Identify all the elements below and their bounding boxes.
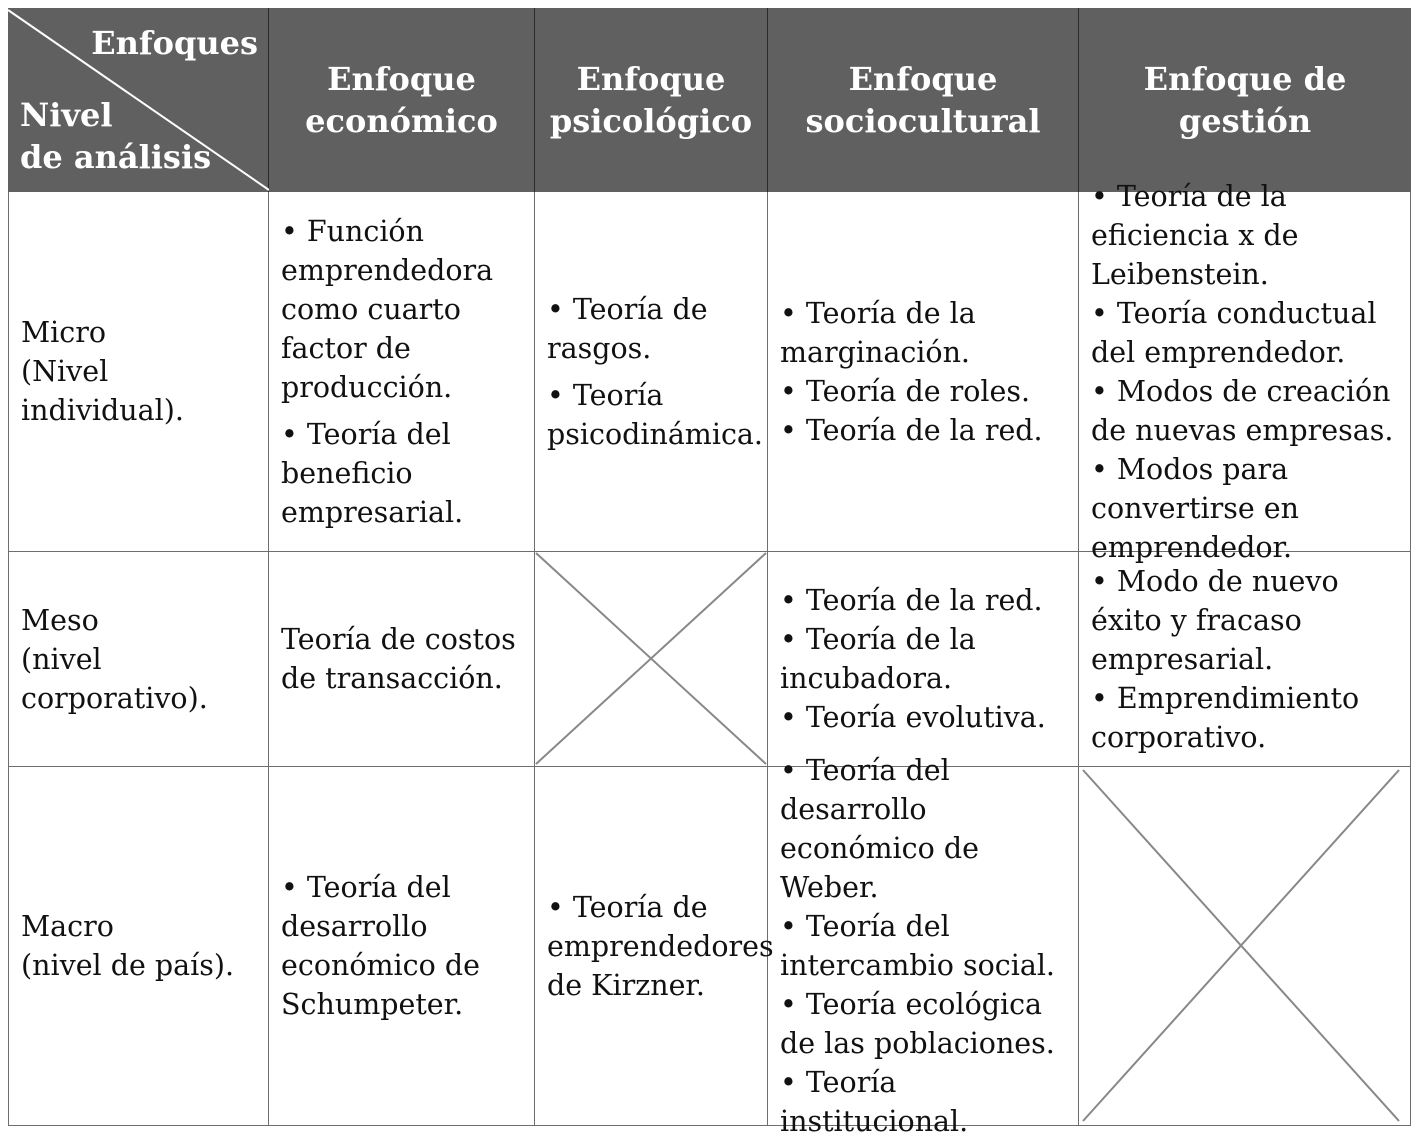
column-header-sociocultural (768, 8, 1079, 192)
cell-macro-sociocultural (768, 754, 1079, 1138)
list-item: • Teoría psicodinámica. (547, 378, 763, 451)
list-item: • Teoría de emprendedores de Kirzner. (547, 890, 774, 1002)
header-line: económico (305, 102, 498, 140)
list-item: • Teoría de la red. (780, 584, 1043, 617)
list-item: • Teoría de la red. (780, 413, 1043, 447)
cell-meso-sociocultural (768, 552, 1079, 767)
header-line: Enfoque (848, 60, 998, 98)
row-axis-label-line1: Nivel (20, 96, 113, 134)
header-corner-cell (8, 8, 269, 192)
level-line: (nivel de país). (21, 949, 235, 982)
column-header-gestion (1079, 8, 1411, 192)
cell-meso-economico (269, 552, 535, 767)
column-axis-label: Enfoques (91, 24, 258, 62)
cell-text: Teoría de costos de transacción. (281, 623, 516, 695)
list-item: • Teoría del beneficio empresarial. (281, 417, 464, 529)
list-item: • Teoría de la incubadora. (780, 623, 976, 695)
level-line: Meso (21, 603, 99, 637)
cell-micro-economico (269, 192, 535, 552)
cell-micro-psicologico (535, 192, 768, 552)
list-item: • Emprendimiento corporativo. (1091, 681, 1360, 754)
list-item: • Teoría ecológica de las poblaciones. (780, 988, 1055, 1060)
list-item: • Teoría del intercambio social. (780, 910, 1055, 982)
list-item: • Teoría de rasgos. (547, 292, 708, 365)
empty-cross-icon (535, 552, 768, 767)
header-line: Enfoque (576, 60, 726, 98)
list-item: • Teoría evolutiva. (780, 701, 1046, 734)
cell-macro-gestion-empty (1079, 767, 1411, 1126)
column-header-economico (269, 8, 535, 192)
list-item: • Modos de creación de nuevas empresas. (1091, 374, 1394, 447)
level-line: corporativo). (21, 681, 208, 715)
list-item: • Modo de nuevo éxito y fracaso empresarial. (1091, 564, 1339, 676)
list-item: • Teoría conductual del emprendedor. (1091, 296, 1377, 369)
approaches-table (8, 8, 1411, 1138)
header-line: Enfoque de (1143, 60, 1347, 98)
level-line: (Nivel (21, 355, 109, 388)
cell-macro-economico (269, 767, 535, 1126)
header-line: psicológico (549, 102, 753, 140)
list-item: • Teoría de la eficiencia x de Leibenstein. (1091, 179, 1299, 291)
list-item: • Modos para convertirse en emprendedor. (1091, 452, 1300, 564)
empty-cross-icon (1079, 767, 1411, 1126)
level-line: Macro (21, 910, 114, 943)
row-header-micro (8, 192, 269, 552)
cell-micro-gestion (1079, 179, 1411, 564)
list-item: • Función emprendedora como cuarto factor de producción. (281, 214, 494, 404)
cell-micro-sociocultural (768, 192, 1079, 552)
cell-macro-psicologico (535, 767, 774, 1126)
cell-meso-gestion (1079, 552, 1411, 767)
row-axis-label-line2: de análisis (20, 138, 212, 176)
row-axis-label (20, 94, 211, 178)
column-header-psicologico (535, 8, 768, 192)
list-item: • Teoría del desarrollo económico de Weber. (780, 754, 979, 904)
list-item: • Teoría de roles. (780, 374, 1031, 408)
level-line: individual). (21, 394, 184, 427)
list-item: • Teoría de la marginación. (780, 296, 976, 369)
header-line: gestión (1178, 102, 1312, 140)
list-item: • Teoría institucional. (780, 1066, 969, 1138)
level-line: (nivel (21, 642, 102, 676)
header-line: Enfoque (327, 60, 476, 98)
row-header-meso (8, 552, 269, 767)
cell-meso-psicologico-empty (535, 552, 768, 767)
row-header-macro (8, 767, 269, 1126)
level-line: Micro (21, 316, 107, 349)
list-item: • Teoría del desarrollo económico de Schumpeter. (281, 871, 480, 1021)
header-line: sociocultural (805, 102, 1041, 140)
